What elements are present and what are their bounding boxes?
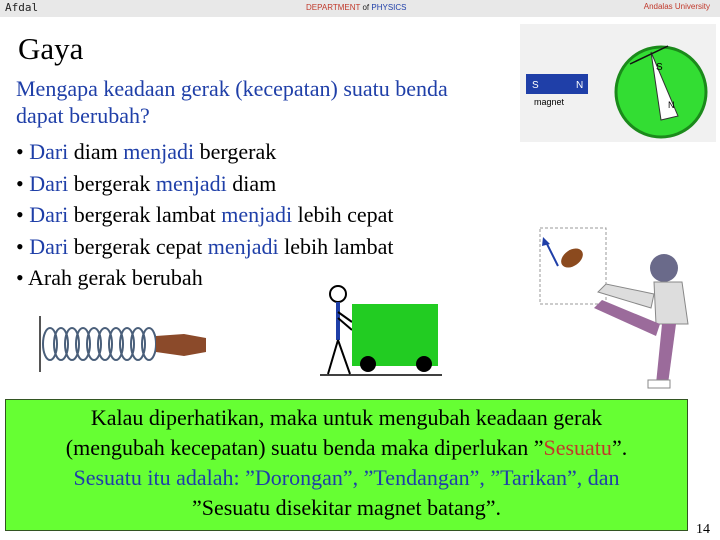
callout-line: Sesuatu itu adalah: ”Dorongan”, ”Tendangan”, ”Tarikan”, dan <box>73 465 620 490</box>
spring-icon <box>43 328 156 360</box>
header-author: Afdal <box>5 1 39 14</box>
bullet-text: menjadi <box>123 139 200 164</box>
bullet-item <box>16 199 394 231</box>
compass-s-label: S <box>656 62 663 73</box>
bullet-text: menjadi <box>221 202 298 227</box>
bullet-text: Dari <box>29 170 74 196</box>
bullet-item <box>16 231 394 263</box>
bullet-list <box>16 136 394 294</box>
bullet-text: lebih lambat <box>284 233 394 259</box>
callout-highlight: Sesuatu <box>543 435 612 460</box>
page-number: 14 <box>696 522 710 537</box>
header-dept-name: PHYSICS <box>371 3 407 12</box>
bullet-text: Arah gerak berubah <box>28 265 203 290</box>
callout-text: ”. <box>611 435 628 460</box>
bullet-text: Dari <box>29 233 74 259</box>
bullet-symbol: • <box>16 202 24 227</box>
bullet-text: diam <box>232 170 277 196</box>
kicker-player-icon <box>594 254 688 388</box>
slide-title: Gaya <box>18 31 84 66</box>
bullet-symbol: • <box>16 170 24 196</box>
bullet-item <box>16 168 394 200</box>
spring-pull-figure <box>34 312 210 378</box>
compass-n-label: N <box>668 100 675 110</box>
bullet-text: bergerak <box>199 139 277 164</box>
magnet-caption: magnet <box>534 97 565 107</box>
bullet-text: menjadi <box>155 170 233 196</box>
pulling-hand-icon <box>156 334 206 356</box>
football-icon <box>558 245 587 272</box>
magnet-compass-figure <box>520 24 716 142</box>
pushing-box-figure <box>314 282 444 380</box>
header-department <box>306 3 407 12</box>
bullet-symbol: • <box>16 265 24 290</box>
bullet-symbol: • <box>16 233 24 259</box>
bullet-text: lebih cepat <box>297 202 394 227</box>
bullet-item <box>16 136 394 168</box>
bullet-text: menjadi <box>207 233 285 259</box>
header-dept-of: of <box>362 3 370 12</box>
wheel-icon <box>416 356 432 372</box>
callout-line: Kalau diperhatikan, maka untuk mengubah keadaan gerak <box>90 405 603 430</box>
callout-text: (mengubah kecepatan) suatu benda maka diperlukan ” <box>65 435 544 460</box>
intro-question: Mengapa keadaan gerak (kecepatan) suatu benda dapat berubah? <box>16 76 448 128</box>
conclusion-callout <box>5 399 688 531</box>
bullet-text: bergerak cepat <box>73 233 208 259</box>
bullet-text: diam <box>73 139 124 164</box>
callout-line: ”Sesuatu disekitar magnet batang”. <box>191 495 502 520</box>
bullet-symbol: • <box>16 139 24 164</box>
magnet-s-label: S <box>532 80 539 91</box>
football-kick-figure <box>536 224 706 392</box>
bullet-text: bergerak <box>73 170 156 196</box>
stick-figure-icon <box>328 286 352 374</box>
wheel-icon <box>360 356 376 372</box>
slide-header <box>0 0 720 17</box>
callout-line <box>6 433 687 463</box>
bullet-text: Dari <box>29 139 74 164</box>
header-dept-word: DEPARTMENT <box>306 3 361 12</box>
bullet-text: bergerak lambat <box>73 202 222 227</box>
magnet-n-label: N <box>576 80 584 91</box>
header-university: Andalas University <box>643 2 710 11</box>
bullet-text: Dari <box>29 202 74 227</box>
